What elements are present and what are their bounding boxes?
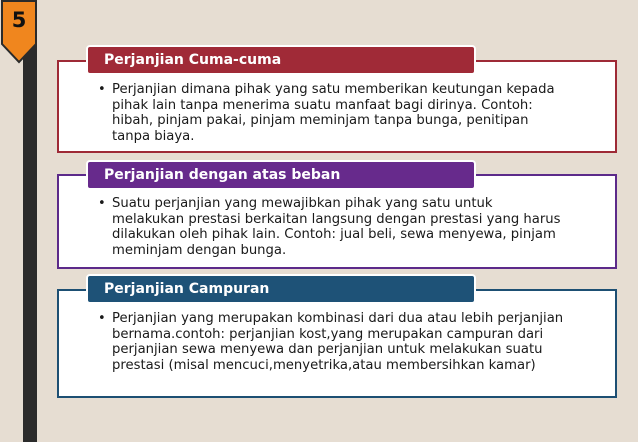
section-header-cuma-cuma: Perjanjian Cuma-cuma [86,45,476,75]
bullet-marker: • [98,196,106,211]
section-body-cuma-cuma [98,82,568,144]
slide-number-badge [1,0,37,64]
slide-number: 5 [11,8,27,32]
section-body-atas-beban [98,196,568,258]
section-body-campuran [98,311,568,373]
section-header-campuran: Perjanjian Campuran [86,274,476,304]
section-text-atas-beban: Suatu perjanjian yang mewajibkan pihak yang satu untuk melakukan prestasi berkaitan langsung dengan prestasi yang harus dilakukan oleh pihak lain. Contoh: jual beli, sewa menyewa, pinjam meminjam dengan bunga. [112,196,561,258]
section-text-campuran: Perjanjian yang merupakan kombinasi dari dua atau lebih perjanjian bernama.contoh: perjanjian kost,yang merupakan campuran dari perjanjian sewa menyewa dan perjanjian untuk melakukan suatu prestasi (misal mencuci,menyetrika,atau membersihkan kamar) [112,311,564,373]
section-header-atas-beban: Perjanjian dengan atas beban [86,160,476,190]
bullet-marker: • [98,311,106,326]
left-stripe [23,0,37,442]
section-text-cuma-cuma: Perjanjian dimana pihak yang satu memberikan keutungan kepada pihak lain tanpa menerima suatu manfaat bagi dirinya. Contoh: hibah, pinjam pakai, pinjam meminjam tanpa bunga, penitipan tanpa biaya. [112,82,555,144]
bullet-marker: • [98,82,106,97]
